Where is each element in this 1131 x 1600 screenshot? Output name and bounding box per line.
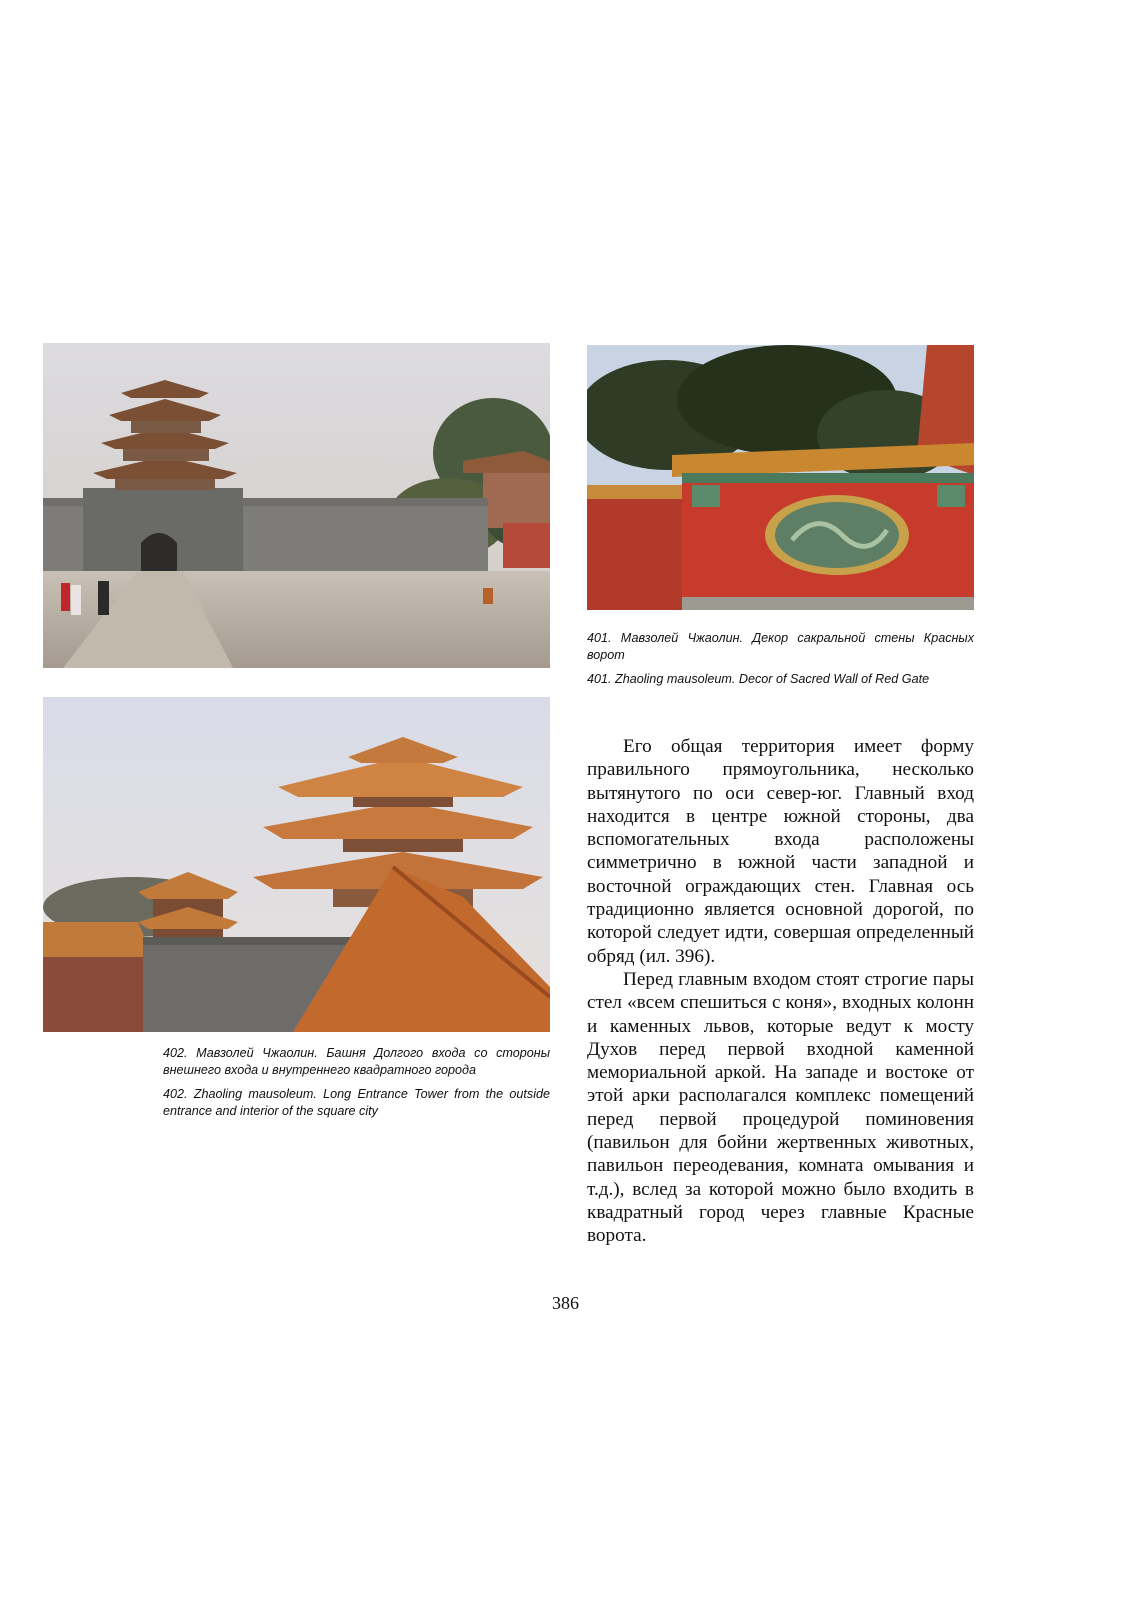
body-paragraph-1: Его общая территория имеет форму правильного прямоугольника, несколько вытянутого по оси север-юг. Главный вход находится в центре южной стороны, два вспомогательных входа расположены симметрично в южной части западной и восточной ограждающих стен. Главная ось традиционно является основной дорогой, по которой следует идти, совершая определенный обряд (ил. 396). — [587, 736, 974, 967]
caption-402-ru: 402. Мавзолей Чжаолин. Башня Долгого входа со стороны внешнего входа и внутреннего квадратного города — [163, 1046, 550, 1077]
photo-sacred-wall-red-gate-drawing — [587, 345, 974, 610]
photo-tower-gate-courtyard-drawing — [43, 343, 550, 668]
body-text — [587, 735, 974, 1248]
photo-tower-gate-courtyard — [43, 343, 550, 668]
photo-long-entrance-tower-drawing — [43, 697, 550, 1032]
photo-long-entrance-tower — [43, 697, 550, 1032]
caption-figure-401 — [587, 630, 974, 688]
page-number: 386 — [552, 1293, 579, 1313]
photo-sacred-wall-red-gate — [587, 345, 974, 610]
caption-401-en: 401. Zhaoling mausoleum. Decor of Sacred Wall of Red Gate — [587, 672, 930, 686]
caption-401-ru: 401. Мавзолей Чжаолин. Декор сакральной стены Красных ворот — [587, 631, 974, 662]
body-paragraph-2: Перед главным входом стоят строгие пары стел «всем спешиться с коня», входных колонн и каменных львов, которые ведут к мосту Духов перед первой входной каменной мемориальной аркой. На западе и востоке от этой арки располагался комплекс помещений перед первой процедурой поминовения (павильон для бойни жертвенных животных, павильон переодевания, комната омывания и т.д.), вслед за которой можно было входить в квадратный город через главные Красные ворота. — [587, 968, 974, 1247]
caption-figure-402 — [163, 1045, 550, 1120]
caption-402-en: 402. Zhaoling mausoleum. Long Entrance Tower from the outside entrance and interior of the square city — [163, 1087, 550, 1118]
